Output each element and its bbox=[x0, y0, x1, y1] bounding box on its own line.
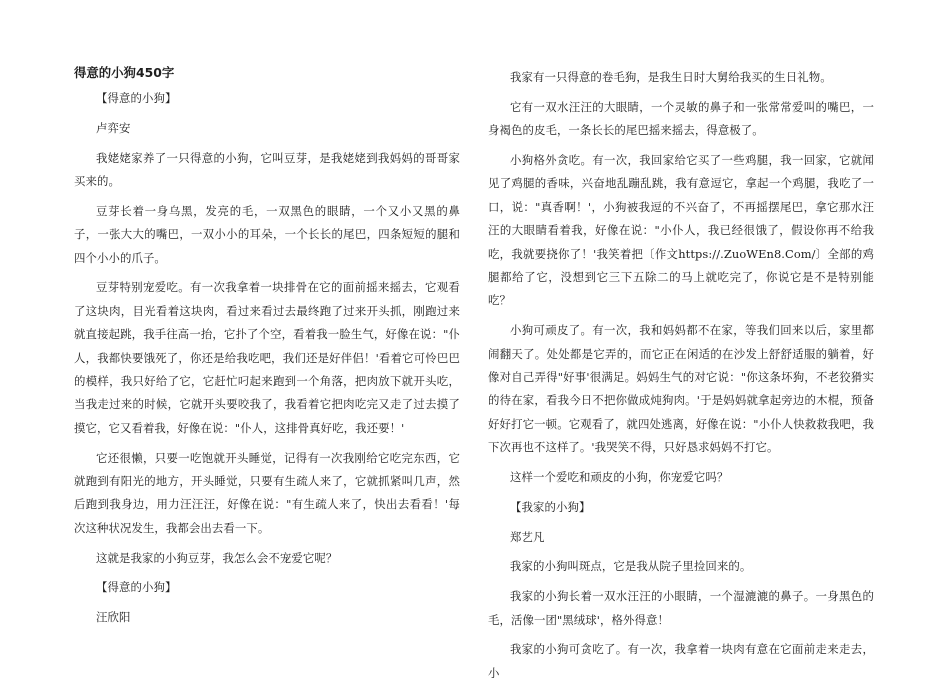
paragraph: 豆芽特别宠爱吃。有一次我拿着一块排骨在它的面前摇来摇去，它观看了这块肉，目光看着这块肉，看过来看过去最终跑了过来开头抓，刚跑过来就直接起跳，我手往高一抬，它扑了个空，看着我一脸生气，好像在说："仆人，我都快要饿死了，你还是给我吃吧，我们还是好伴侣！'看着它可怜巴巴的模样，我只好给了它，它赶忙叼起来跑到一个角落，把肉放下就开头吃，当我走过来的时候，它就开头要咬我了，我看着它把肉吃完又走了过去摸了摸它，它又看着我，好像在说："仆人，这排骨真好吃，我还要！' bbox=[74, 280, 460, 435]
document-title: 得意的小狗450字 bbox=[74, 65, 175, 80]
section-heading: 【得意的小狗】 bbox=[96, 580, 177, 595]
paragraph: 我家的小狗可贪吃了。有一次，我拿着一块肉有意在它面前走来走去，小 bbox=[488, 642, 874, 680]
paragraph: 它还很懒，只要一吃饱就开头睡觉，记得有一次我刚给它吃完东西，它就跑到有阳光的地方，开头睡觉，只要有生疏人来了，它就抓紧叫几声，然后跑到我身边，用力汪汪汪，好像在说："有生疏人来了，快出去看看！'每次这种状况发生，我都会出去看一下。 bbox=[74, 450, 460, 535]
paragraph: 我家有一只得意的卷毛狗，是我生日时大舅给我买的生日礼物。 bbox=[510, 70, 832, 84]
author-name: 郑艺凡 bbox=[510, 529, 545, 544]
paragraph: 小狗格外贪吃。有一次，我回家给它买了一些鸡腿，我一回家，它就闻见了鸡腿的香味，兴奋地乱蹦乱跳，我有意逗它，拿起一个鸡腿，我吃了一口，说："真香啊！'，小狗被我逗的不兴奋了，不再摇摆尾巴，拿它那水汪汪的大眼睛看着我，好像在说："小仆人，我已经很饿了，假设你再不给我吃，我就要挠你了！'我笑着把〔作文https://.ZuoWEn8.Com/〕全部的鸡腿都给了它，没想到它三下五除二的马上就吃完了，你说它是不是特别能吃？ bbox=[488, 153, 874, 308]
paragraph: 这就是我家的小狗豆芽，我怎么会不宠爱它呢？ bbox=[96, 550, 338, 565]
paragraph: 这样一个爱吃和顽皮的小狗，你宠爱它吗？ bbox=[510, 470, 729, 485]
paragraph: 它有一双水汪汪的大眼睛，一个灵敏的鼻子和一张常常爱叫的嘴巴，一身褐色的皮毛，一条长长的尾巴摇来摇去，得意极了。 bbox=[488, 99, 874, 138]
right-column bbox=[488, 66, 874, 692]
author-name: 汪欣阳 bbox=[96, 610, 131, 625]
author-name: 卢弈安 bbox=[96, 120, 131, 135]
paragraph: 我家的小狗叫斑点，它是我从院子里捡回来的。 bbox=[510, 559, 752, 574]
paragraph: 小狗可顽皮了。有一次，我和妈妈都不在家，等我们回来以后，家里都闹翻天了。处处都是它弄的，而它正在闲适的在沙发上舒舒适服的躺着，好像对自己弄得"好事'很满足。妈妈生气的对它说："你这条坏狗，不老狡猾实的待在家，看我今日不把你做成炖狗肉。'于是妈妈就拿起旁边的木棍，预备好好打它一顿。它观看了，就四处逃离，好像在说："小仆人快救救我吧，我下次再也不这样了。'我哭笑不得，只好恳求妈妈不打它。 bbox=[488, 323, 874, 455]
paragraph: 我姥姥家养了一只得意的小狗，它叫豆芽，是我姥姥到我妈妈的哥哥家买来的。 bbox=[74, 150, 460, 188]
section-heading: 【我家的小狗】 bbox=[510, 499, 591, 514]
left-column bbox=[74, 66, 460, 636]
paragraph: 我家的小狗长着一双水汪汪的小眼睛，一个湿漉漉的鼻子。一身黑色的毛，活像一团"黑绒球'，格外得意！ bbox=[488, 589, 874, 627]
section-heading: 【得意的小狗】 bbox=[96, 91, 177, 105]
paragraph: 豆芽长着一身乌黑，发亮的毛，一双黑色的眼睛，一个又小又黑的鼻子，一张大大的嘴巴，一双小小的耳朵，一个长长的尾巴，四条短短的腿和四个小小的爪子。 bbox=[74, 203, 460, 265]
